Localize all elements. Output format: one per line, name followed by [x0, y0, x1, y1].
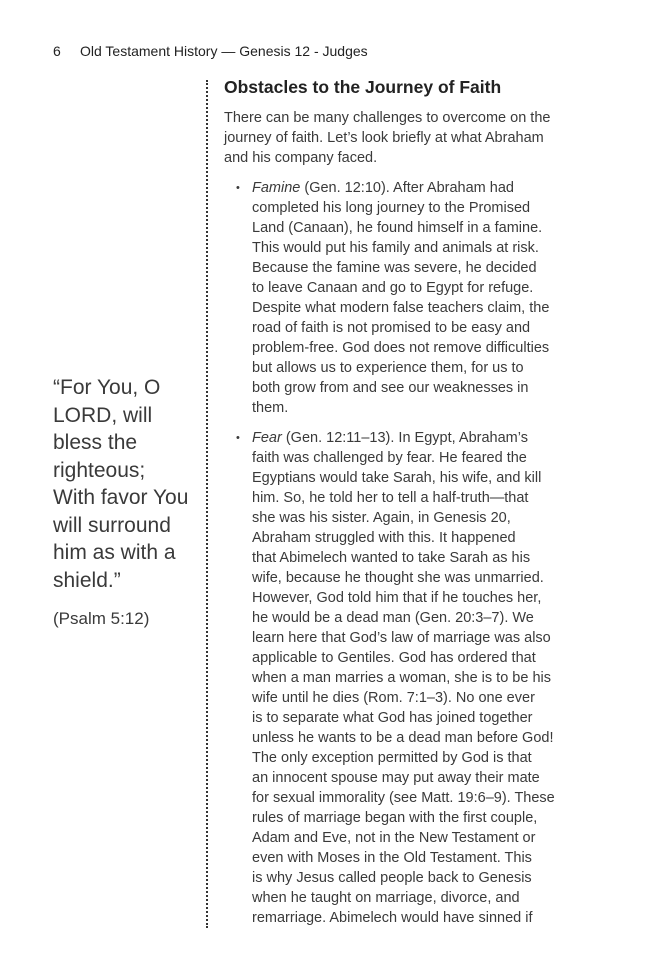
text-line: completed his long journey to the Promised — [252, 200, 531, 216]
bullet-lead-term: Famine — [252, 180, 301, 196]
text-line: applicable to Gentiles. God has ordered that — [252, 650, 536, 666]
page-number: 6 — [53, 43, 61, 59]
quote-line: bless the — [53, 431, 138, 454]
text-line: an innocent spouse may put away their mate — [252, 770, 540, 786]
text-line: but allows us to experience them, for us to — [252, 360, 524, 376]
text-line: is why Jesus called people back to Genesis — [252, 870, 532, 886]
text-fragment: (Gen. 12:10). After Abraham had — [300, 180, 514, 196]
text-line: that Abimelech wanted to take Sarah as his — [252, 550, 531, 566]
text-line: Because the famine was severe, he decided — [252, 260, 537, 276]
bullet-list — [224, 178, 644, 928]
text-line: she was his sister. Again, in Genesis 20, — [252, 510, 511, 526]
text-line: This would put his family and animals at risk. — [252, 240, 539, 256]
text-fragment: (Gen. 12:11–13). In Egypt, Abraham’s — [281, 430, 528, 446]
bullet-icon: • — [236, 432, 240, 444]
text-line: when he taught on marriage, divorce, and — [252, 890, 520, 906]
main-column — [224, 74, 644, 928]
section-heading: Obstacles to the Journey of Faith — [224, 77, 502, 97]
text-line — [252, 178, 644, 198]
quote-line: righteous; — [53, 458, 146, 482]
bullet-icon: • — [236, 182, 240, 194]
text-line: for sexual immorality (see Matt. 19:6–9). These — [252, 790, 555, 806]
text-line: to leave Canaan and go to Egypt for refuge. — [252, 280, 534, 296]
quote-line: him as with a — [53, 541, 176, 564]
text-line: problem-free. God does not remove difficulties — [252, 340, 550, 356]
text-line: even with Moses in the Old Testament. This — [252, 850, 532, 866]
text-line — [252, 428, 644, 448]
text-line: Despite what modern false teachers claim, the — [252, 300, 550, 316]
quote-line: will surround — [53, 513, 171, 537]
quote-line: shield.” — [53, 568, 121, 592]
text-line: learn here that God’s law of marriage was also — [252, 630, 551, 646]
dotted-column-divider — [206, 80, 208, 928]
quote-line: “For You, O — [53, 376, 161, 399]
list-item — [224, 178, 644, 418]
text-line: and his company faced. — [224, 150, 378, 166]
text-line: However, God told him that if he touches her, — [252, 590, 542, 606]
book-title: Old Testament History — Genesis 12 - Judges — [80, 43, 368, 59]
text-line: he would be a dead man (Gen. 20:3–7). We — [252, 610, 534, 626]
text-line: Adam and Eve, not in the New Testament or — [252, 830, 536, 846]
text-line: There can be many challenges to overcome on the — [224, 110, 551, 126]
quote-citation: (Psalm 5:12) — [53, 609, 150, 628]
text-line: road of faith is not promised to be easy and — [252, 320, 531, 336]
text-line: faith was challenged by fear. He feared the — [252, 450, 527, 466]
text-line: when a man marries a woman, she is to be his — [252, 670, 551, 686]
running-header — [53, 43, 368, 59]
text-line: Land (Canaan), he found himself in a famine. — [252, 220, 543, 236]
text-line: them. — [252, 400, 289, 416]
text-line: journey of faith. Let’s look briefly at what Abraham — [224, 130, 544, 146]
text-line: remarriage. Abimelech would have sinned if — [252, 910, 533, 926]
text-line: The only exception permitted by God is that — [252, 750, 532, 766]
pull-quote — [53, 374, 203, 594]
text-line: wife, because he thought she was unmarried. — [252, 570, 544, 586]
text-line: Abraham struggled with this. It happened — [252, 530, 516, 546]
text-line: rules of marriage began with the first couple, — [252, 810, 538, 826]
bullet-lead-term: Fear — [252, 430, 282, 446]
quote-line: With favor You — [53, 486, 189, 509]
text-line: is to separate what God has joined together — [252, 710, 533, 726]
list-item — [224, 428, 644, 928]
text-line: both grow from and see our weaknesses in — [252, 380, 529, 396]
intro-paragraph — [224, 108, 644, 168]
text-line: unless he wants to be a dead man before God! — [252, 730, 554, 746]
text-line: Egyptians would take Sarah, his wife, and kill — [252, 470, 542, 486]
text-line: him. So, he told her to tell a half-truth—that — [252, 490, 529, 506]
text-line: wife until he dies (Rom. 7:1–3). No one ever — [252, 690, 535, 706]
quote-line: LORD, will — [53, 403, 153, 427]
